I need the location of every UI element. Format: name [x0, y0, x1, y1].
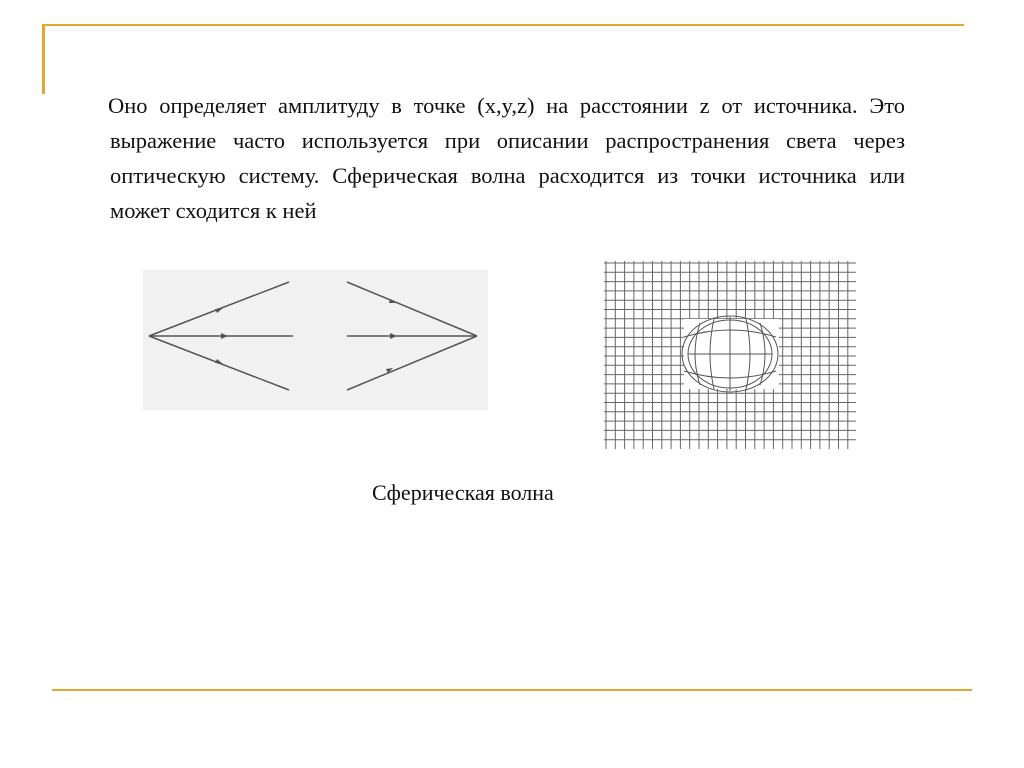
bottom-accent-line	[52, 689, 972, 691]
top-accent-line	[42, 24, 964, 26]
spherical-wave-grid	[604, 261, 856, 449]
body-paragraph: Оно определяет амплитуду в точке (x,y,z) на расстоянии z от источника. Это выражение часто используется при описании распространения света через оптическую систему. Сферическая волна расходится из точки источника или может сходится к ней	[108, 93, 905, 223]
rays-diagram-svg	[143, 270, 488, 410]
figure-caption: Сферическая волна	[372, 480, 554, 505]
rays-diagram	[143, 270, 488, 410]
converging-rays	[347, 282, 477, 390]
left-accent-line	[42, 24, 45, 94]
grid-svg	[604, 261, 856, 449]
